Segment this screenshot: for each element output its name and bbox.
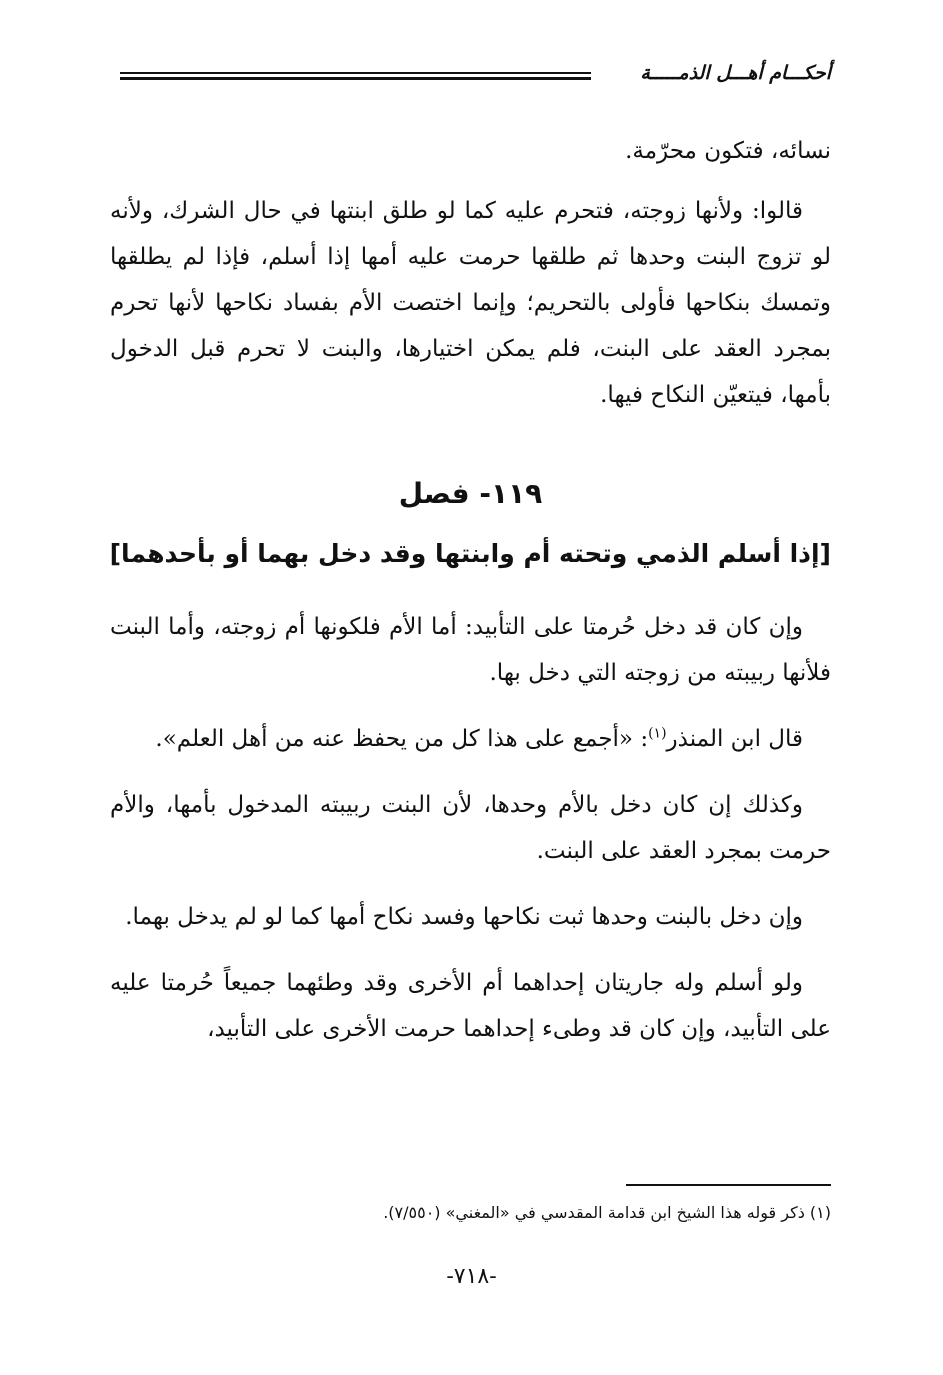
- paragraph-daughter-only: وإن دخل بالبنت وحدها ثبت نكاحها وفسد نكاح أمها كما لو لم يدخل بهما.: [125, 904, 803, 930]
- text-block-main: [110, 604, 831, 1052]
- paragraph-two-slave-girls: ولو أسلم وله جاريتان إحداهما أم الأخرى وقد وطئهما جميعاً حُرمتا عليه على التأبيد، وإن كان قد وطىء إحداهما حرمت الأخرى على التأبيد،: [110, 970, 831, 1042]
- header-rule-thin: [120, 72, 591, 74]
- footnote-rule: [626, 1184, 831, 1186]
- book-title: أحكـــام أهـــل الذمـــــة: [640, 62, 831, 84]
- paragraph-continuation: نسائه، فتكون محرّمة.: [625, 138, 831, 164]
- paragraph-ibn-almundhir: [110, 716, 831, 762]
- footnote: (١) ذكر قوله هذا الشيخ ابن قدامة المقدسي في «المغني» (٧/٥٥٠).: [383, 1203, 831, 1222]
- footnote-marker: (١): [648, 725, 667, 742]
- text-block-top: [110, 128, 831, 418]
- section-title: [إذا أسلم الذمي وتحته أم وابنتها وقد دخل بهما أو بأحدهما]: [109, 539, 831, 568]
- page-number: -٧١٨-: [446, 1264, 497, 1289]
- running-header: [120, 58, 831, 98]
- paragraph-both-entered: وإن كان قد دخل حُرمتا على التأبيد: أما الأم فلكونها أم زوجته، وأما البنت فلأنها ربيبته من زوجته التي دخل بها.: [110, 614, 831, 686]
- section-number: ١١٩- فصل: [398, 477, 543, 510]
- quote-body: : «أجمع على هذا كل من يحفظ عنه من أهل العلم».: [155, 726, 649, 752]
- quote-intro: قال ابن المنذر: [666, 726, 803, 752]
- header-rule-thick: [120, 77, 591, 80]
- paragraph-qalu: قالوا: ولأنها زوجته، فتحرم عليه كما لو طلق ابنتها في حال الشرك، ولأنه لو تزوج البنت وحدها ثم طلقها حرمت عليه أمها إذا أسلم، فإذا لم يطلقها وتمسك بنكاحها فأولى بالتحريم؛ وإنما اختصت الأم بفساد نكاحها لأنها تحرم بمجرد العقد على البنت، فلم يمكن اختيارها، والبنت لا تحرم قبل الدخول بأمها، فيتعيّن النكاح فيها.: [110, 198, 831, 408]
- paragraph-mother-only: وكذلك إن كان دخل بالأم وحدها، لأن البنت ربيبته المدخول بأمها، والأم حرمت بمجرد العقد على البنت.: [110, 792, 831, 864]
